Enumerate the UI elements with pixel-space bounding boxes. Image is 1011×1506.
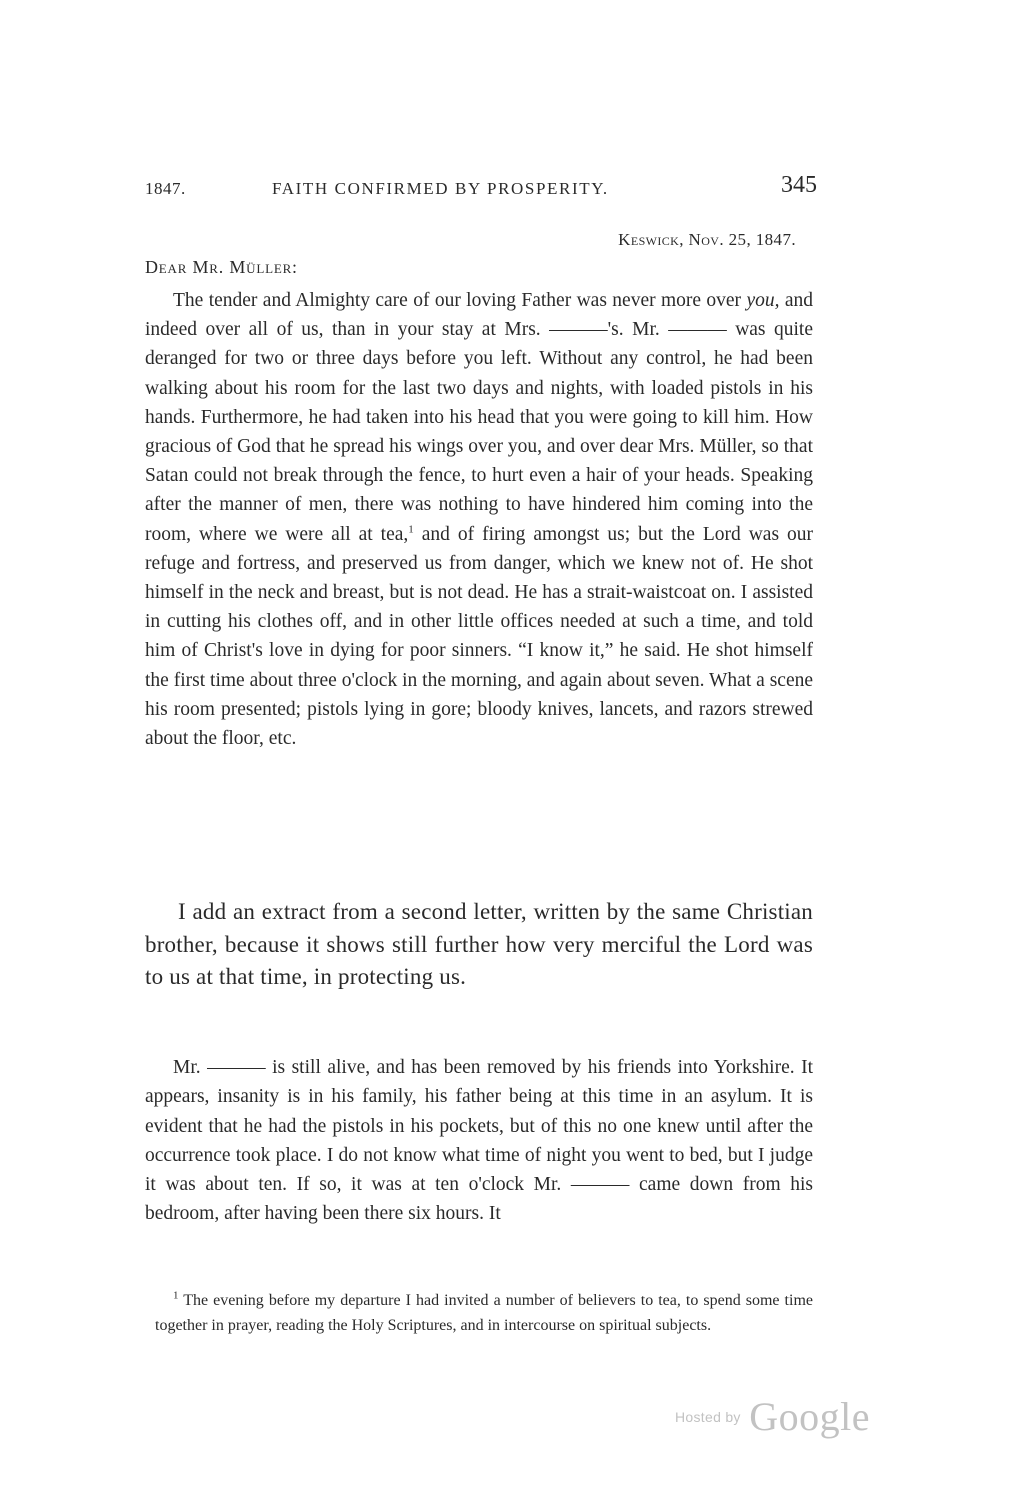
letter-salutation: Dear Mr. Müller: [145,257,298,277]
page-number: 345 [781,172,817,198]
header-year: 1847. [145,179,186,198]
header-title: FAITH CONFIRMED BY PROSPERITY. [272,179,609,198]
footnote-paragraph [155,1288,813,1338]
second-letter-extract [145,1053,813,1229]
letter-text-mid: and indeed over all of us, than in your stay at Mrs. ———'s. Mr. ——— was quite deranged for two or three days before you left. Without any control, he had been walking about his room for the last two days and nights, with loaded pistols in his hands. Furthermore, he had taken into his head that you were going to kill him. How gracious of God that he spread his wings over you, and over dear Mrs. Müller, so that Satan could not break through the fence, to hurt even a hair of your heads. Speaking after the manner of men, there was nothing to have hindered him coming into the room, where we were all at tea, [145,290,813,545]
footnote-text: The evening before my departure I had invited a number of believers to tea, to spend some time together in prayer, reading the Holy Scriptures, and in intercourse on spiritual subjects. [155,1292,813,1334]
narrative-text [145,896,813,994]
letter-body [145,286,813,753]
google-watermark [675,1393,870,1440]
footnote-reference: 1 [408,523,414,536]
watermark-google-logo: Google [749,1394,870,1439]
footnote-marker: 1 [173,1289,179,1302]
letter-paragraph [145,286,813,753]
letter-text-pre: The tender and Almighty care of our loving Father was never more over [173,290,747,311]
second-letter-paragraph: Mr. ——— is still alive, and has been removed by his friends into Yorkshire. It appears, insanity is in his family, his father being at this time in an asylum. It is evident that he had the pistols in his pockets, but of this no one knew until after the occurrence took place. I do not know what time of night you went to bed, but I judge it was about ten. If so, it was at ten o'clock Mr. ——— came down from his bedroom, after having been there six hours. It [145,1057,813,1225]
running-header [145,172,817,206]
narrative-paragraph: I add an extract from a second letter, written by the same Christian brother, because it shows still further how very merciful the Lord was to us at that time, in protecting us. [145,899,813,989]
footnote [155,1288,813,1338]
letter-emphasis: you, [746,290,780,311]
letter-text-post: and of firing amongst us; but the Lord was our refuge and fortress, and preserved us from danger, which we knew not of. He shot himself in the neck and breast, but is not dead. He has a strait-waistcoat on. I assisted in cutting his clothes off, and in other little offices needed at such a time, and told him of Christ's love in dying for poor sinners. “I know it,” he said. He shot himself the first time about three o'clock in the morning, and again about seven. What a scene his room presented; pistols lying in gore; bloody knives, lancets, and razors strewed about the floor, etc. [145,523,813,750]
watermark-hosted-by: Hosted by [675,1409,741,1425]
letter-dateline: Keswick, Nov. 25, 1847. [618,230,796,249]
